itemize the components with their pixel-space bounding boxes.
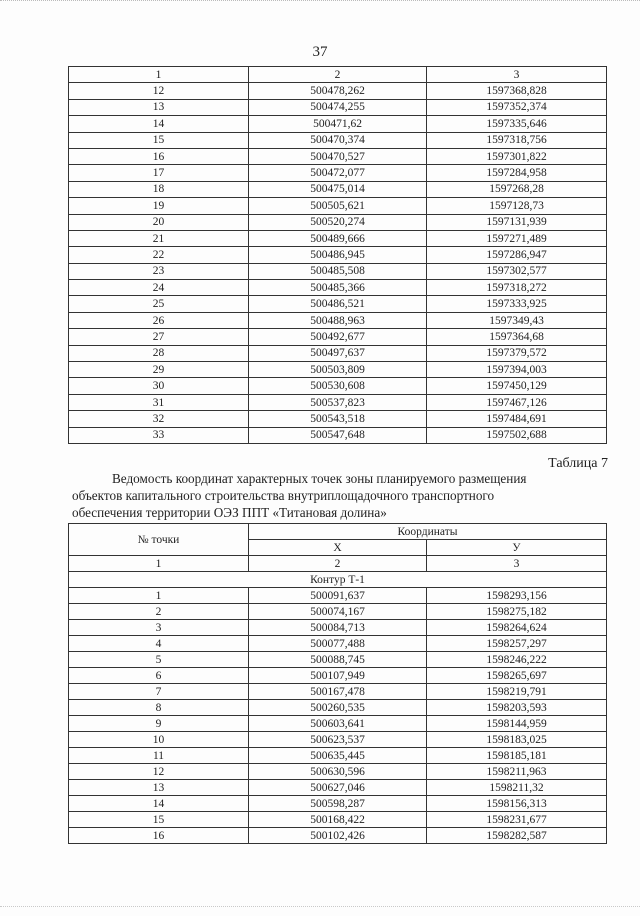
y-coordinate-cell: 1597302,577 xyxy=(427,263,607,279)
table-caption: Таблица 7 xyxy=(548,456,608,471)
point-number-cell: 23 xyxy=(69,263,249,279)
y-coordinate-cell: 1597286,947 xyxy=(427,247,607,263)
table-row xyxy=(69,411,607,427)
y-coordinate-cell: 1598203,593 xyxy=(427,700,607,716)
point-number-cell: 14 xyxy=(69,796,249,812)
point-number-cell: 1 xyxy=(69,588,249,604)
x-coordinate-cell: 500503,809 xyxy=(249,362,427,378)
point-number-cell: 16 xyxy=(69,148,249,164)
table-row xyxy=(69,214,607,230)
table-row xyxy=(69,116,607,132)
x-coordinate-cell: 500472,077 xyxy=(249,165,427,181)
scan-edge-bottom xyxy=(0,906,640,913)
x-coordinate-cell: 500547,648 xyxy=(249,427,427,443)
header-y: У xyxy=(427,540,607,556)
x-coordinate-cell: 500470,527 xyxy=(249,148,427,164)
table-row xyxy=(69,394,607,410)
point-number-cell: 21 xyxy=(69,230,249,246)
x-coordinate-cell: 500485,508 xyxy=(249,263,427,279)
y-coordinate-cell: 1597271,489 xyxy=(427,230,607,246)
table-row xyxy=(69,780,607,796)
x-coordinate-cell: 500475,014 xyxy=(249,181,427,197)
x-coordinate-cell: 500492,677 xyxy=(249,329,427,345)
header-col-3: 3 xyxy=(427,67,607,83)
x-coordinate-cell: 500478,262 xyxy=(249,83,427,99)
y-coordinate-cell: 1597364,68 xyxy=(427,329,607,345)
x-coordinate-cell: 500603,641 xyxy=(249,716,427,732)
y-coordinate-cell: 1598219,791 xyxy=(427,684,607,700)
x-coordinate-cell: 500084,713 xyxy=(249,620,427,636)
y-coordinate-cell: 1598231,677 xyxy=(427,812,607,828)
x-coordinate-cell: 500543,518 xyxy=(249,411,427,427)
table-row xyxy=(69,684,607,700)
header-coordinates: Координаты xyxy=(249,524,607,540)
x-coordinate-cell: 500167,478 xyxy=(249,684,427,700)
point-number-cell: 28 xyxy=(69,345,249,361)
point-number-cell: 33 xyxy=(69,427,249,443)
y-coordinate-cell: 1597379,572 xyxy=(427,345,607,361)
y-coordinate-cell: 1598211,32 xyxy=(427,780,607,796)
point-number-cell: 32 xyxy=(69,411,249,427)
y-coordinate-cell: 1598156,313 xyxy=(427,796,607,812)
header-col-1: 1 xyxy=(69,67,249,83)
y-coordinate-cell: 1597368,828 xyxy=(427,83,607,99)
y-coordinate-cell: 1597467,126 xyxy=(427,394,607,410)
description-line: Ведомость координат характерных точек зоны планируемого размещения xyxy=(112,471,527,486)
y-coordinate-cell: 1597284,958 xyxy=(427,165,607,181)
x-coordinate-cell: 500074,167 xyxy=(249,604,427,620)
table-row xyxy=(69,312,607,328)
y-coordinate-cell: 1597335,646 xyxy=(427,116,607,132)
y-coordinate-cell: 1598275,182 xyxy=(427,604,607,620)
table-row xyxy=(69,132,607,148)
x-coordinate-cell: 500505,621 xyxy=(249,198,427,214)
point-number-cell: 31 xyxy=(69,394,249,410)
x-coordinate-cell: 500470,374 xyxy=(249,132,427,148)
description-line: обеспечения территории ОЭЗ ППТ «Титановая долина» xyxy=(72,505,387,520)
y-coordinate-cell: 1597484,691 xyxy=(427,411,607,427)
table-row xyxy=(69,764,607,780)
x-coordinate-cell: 500168,422 xyxy=(249,812,427,828)
x-coordinate-cell: 500497,637 xyxy=(249,345,427,361)
y-coordinate-cell: 1597394,003 xyxy=(427,362,607,378)
point-number-cell: 29 xyxy=(69,362,249,378)
y-coordinate-cell: 1598264,624 xyxy=(427,620,607,636)
contour-row xyxy=(69,572,607,588)
x-coordinate-cell: 500623,537 xyxy=(249,732,427,748)
x-coordinate-cell: 500520,274 xyxy=(249,214,427,230)
header-x: X xyxy=(249,540,427,556)
table-row xyxy=(69,828,607,844)
table-row xyxy=(69,280,607,296)
table-row xyxy=(69,732,607,748)
point-number-cell: 17 xyxy=(69,165,249,181)
table-row xyxy=(69,230,607,246)
contour-label: Контур Т-1 xyxy=(69,572,607,588)
x-coordinate-cell: 500489,666 xyxy=(249,230,427,246)
table-row xyxy=(69,700,607,716)
y-coordinate-cell: 1598246,222 xyxy=(427,652,607,668)
y-coordinate-cell: 1597450,129 xyxy=(427,378,607,394)
point-number-cell: 2 xyxy=(69,604,249,620)
y-coordinate-cell: 1597349,43 xyxy=(427,312,607,328)
point-number-cell: 16 xyxy=(69,828,249,844)
point-number-cell: 3 xyxy=(69,620,249,636)
table-row xyxy=(69,329,607,345)
point-number-cell: 13 xyxy=(69,99,249,115)
table-row xyxy=(69,620,607,636)
point-number-cell: 30 xyxy=(69,378,249,394)
y-coordinate-cell: 1597301,822 xyxy=(427,148,607,164)
point-number-cell: 12 xyxy=(69,764,249,780)
table-row xyxy=(69,263,607,279)
y-coordinate-cell: 1597268,28 xyxy=(427,181,607,197)
header-point-number: № точки xyxy=(69,524,249,556)
point-number-cell: 26 xyxy=(69,312,249,328)
x-coordinate-cell: 500077,488 xyxy=(249,636,427,652)
y-coordinate-cell: 1598257,297 xyxy=(427,636,607,652)
table-header-row xyxy=(69,67,607,83)
x-coordinate-cell: 500260,535 xyxy=(249,700,427,716)
table-header-row xyxy=(69,524,607,540)
y-coordinate-cell: 1598185,181 xyxy=(427,748,607,764)
x-coordinate-cell: 500486,945 xyxy=(249,247,427,263)
y-coordinate-cell: 1597131,939 xyxy=(427,214,607,230)
table-row xyxy=(69,345,607,361)
y-coordinate-cell: 1598183,025 xyxy=(427,732,607,748)
coordinates-table-7 xyxy=(68,523,607,844)
point-number-cell: 22 xyxy=(69,247,249,263)
point-number-cell: 15 xyxy=(69,132,249,148)
x-coordinate-cell: 500598,287 xyxy=(249,796,427,812)
x-coordinate-cell: 500630,596 xyxy=(249,764,427,780)
point-number-cell: 24 xyxy=(69,280,249,296)
x-coordinate-cell: 500635,445 xyxy=(249,748,427,764)
y-coordinate-cell: 1598282,587 xyxy=(427,828,607,844)
x-coordinate-cell: 500107,949 xyxy=(249,668,427,684)
table-row xyxy=(69,198,607,214)
y-coordinate-cell: 1598211,963 xyxy=(427,764,607,780)
table-row xyxy=(69,812,607,828)
y-coordinate-cell: 1597352,374 xyxy=(427,99,607,115)
table-row xyxy=(69,588,607,604)
point-number-cell: 19 xyxy=(69,198,249,214)
point-number-cell: 4 xyxy=(69,636,249,652)
table-row xyxy=(69,362,607,378)
coordinates-table-continued xyxy=(68,66,607,444)
y-coordinate-cell: 1598265,697 xyxy=(427,668,607,684)
scan-edge-top xyxy=(0,0,640,11)
x-coordinate-cell: 500486,521 xyxy=(249,296,427,312)
table-row xyxy=(69,748,607,764)
point-number-cell: 5 xyxy=(69,652,249,668)
table-row xyxy=(69,652,607,668)
y-coordinate-cell: 1597318,272 xyxy=(427,280,607,296)
point-number-cell: 20 xyxy=(69,214,249,230)
y-coordinate-cell: 1598144,959 xyxy=(427,716,607,732)
index-col-2: 2 xyxy=(249,556,427,572)
x-coordinate-cell: 500530,608 xyxy=(249,378,427,394)
point-number-cell: 9 xyxy=(69,716,249,732)
table-row xyxy=(69,636,607,652)
description-line: объектов капитального строительства внутриплощадочного транспортного xyxy=(72,488,495,503)
point-number-cell: 10 xyxy=(69,732,249,748)
x-coordinate-cell: 500088,745 xyxy=(249,652,427,668)
header-col-2: 2 xyxy=(249,67,427,83)
point-number-cell: 8 xyxy=(69,700,249,716)
x-coordinate-cell: 500485,366 xyxy=(249,280,427,296)
table-row xyxy=(69,165,607,181)
y-coordinate-cell: 1598293,156 xyxy=(427,588,607,604)
x-coordinate-cell: 500627,046 xyxy=(249,780,427,796)
x-coordinate-cell: 500537,823 xyxy=(249,394,427,410)
table-row xyxy=(69,604,607,620)
point-number-cell: 12 xyxy=(69,83,249,99)
point-number-cell: 6 xyxy=(69,668,249,684)
table-row xyxy=(69,796,607,812)
point-number-cell: 11 xyxy=(69,748,249,764)
y-coordinate-cell: 1597333,925 xyxy=(427,296,607,312)
index-col-1: 1 xyxy=(69,556,249,572)
table-row xyxy=(69,378,607,394)
x-coordinate-cell: 500091,637 xyxy=(249,588,427,604)
x-coordinate-cell: 500488,963 xyxy=(249,312,427,328)
table-row xyxy=(69,427,607,443)
table-row xyxy=(69,247,607,263)
point-number-cell: 14 xyxy=(69,116,249,132)
point-number-cell: 7 xyxy=(69,684,249,700)
y-coordinate-cell: 1597128,73 xyxy=(427,198,607,214)
point-number-cell: 15 xyxy=(69,812,249,828)
x-coordinate-cell: 500474,255 xyxy=(249,99,427,115)
table-row xyxy=(69,668,607,684)
table-description xyxy=(72,470,606,521)
point-number-cell: 18 xyxy=(69,181,249,197)
table-row xyxy=(69,148,607,164)
table-row xyxy=(69,181,607,197)
y-coordinate-cell: 1597502,688 xyxy=(427,427,607,443)
page-number: 37 xyxy=(312,44,328,60)
table-row xyxy=(69,99,607,115)
index-col-3: 3 xyxy=(427,556,607,572)
point-number-cell: 25 xyxy=(69,296,249,312)
table-row xyxy=(69,83,607,99)
x-coordinate-cell: 500471,62 xyxy=(249,116,427,132)
x-coordinate-cell: 500102,426 xyxy=(249,828,427,844)
table-row xyxy=(69,296,607,312)
table-row xyxy=(69,716,607,732)
y-coordinate-cell: 1597318,756 xyxy=(427,132,607,148)
point-number-cell: 13 xyxy=(69,780,249,796)
table-index-row xyxy=(69,556,607,572)
point-number-cell: 27 xyxy=(69,329,249,345)
